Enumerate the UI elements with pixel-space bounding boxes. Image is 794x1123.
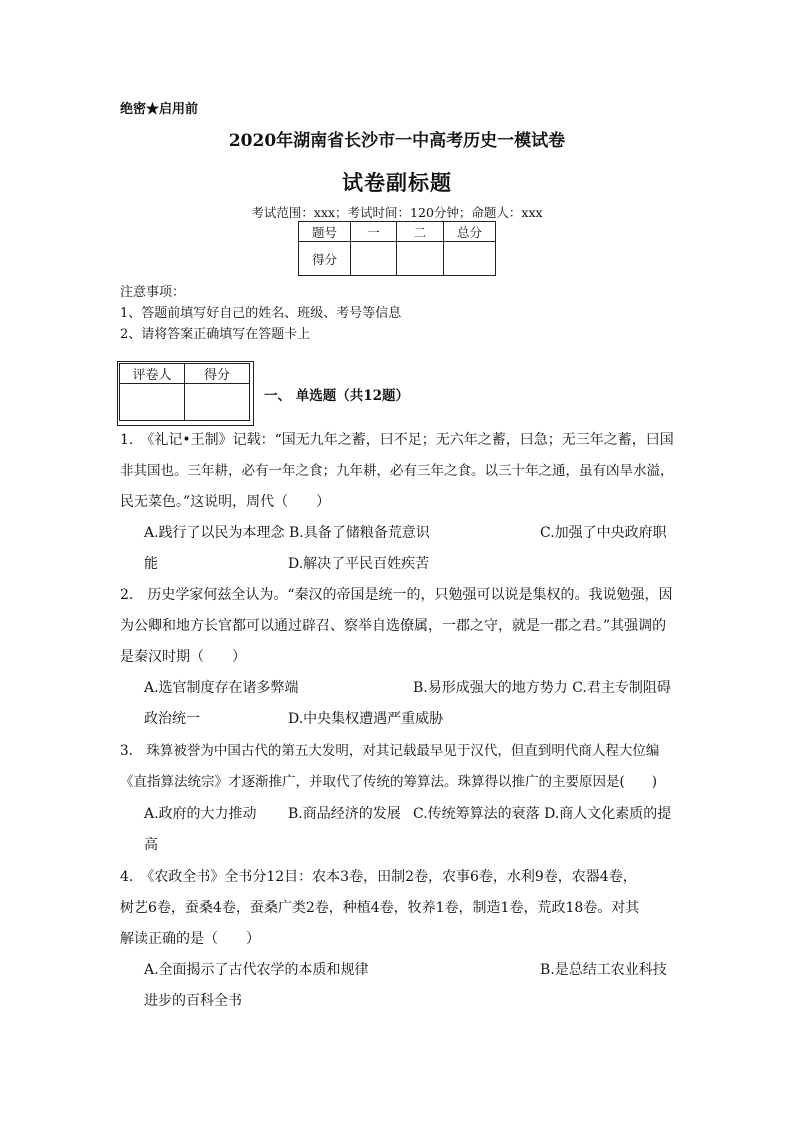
option-line: A.践行了以民为本理念 B.具备了储粮备荒意识 [144, 525, 430, 541]
confidential-mark: 绝密★启用前 [120, 102, 199, 117]
grader-table [119, 363, 250, 421]
question-line: 是秦汉时期（ ） [120, 649, 246, 665]
question-1 [120, 425, 676, 518]
question-line: 4. 《农政全书》全书分12目：农本3卷，田制2卷，农事6卷，水利9卷，农器4卷， [120, 869, 637, 885]
question-line: 民无菜色。”这说明，周代（ ） [120, 494, 331, 510]
question-line: 3. 珠算被誉为中国古代的第五大发明，对其记载最早见于汉代，但直到明代商人程大位编 [120, 743, 660, 759]
option-line: 政治统一 [144, 711, 200, 727]
question-line: 为公卿和地方长官都可以通过辟召、察举自选僚属，一郡之守，就是一郡之君。”其强调的 [120, 618, 667, 634]
question-4 [120, 862, 676, 955]
grader-header-cell: 得分 [185, 364, 250, 384]
question-line: 非其国也。三年耕，必有一年之食；九年耕，必有三年之食。以三十年之通，虽有凶旱水溢， [120, 463, 674, 479]
question-2 [120, 580, 676, 673]
score-input-cell[interactable] [444, 242, 496, 276]
score-input-cell[interactable] [351, 242, 397, 276]
option-line: C.加强了中央政府职 [540, 525, 667, 541]
notes-item: 2、请将答案正确填写在答题卡上 [120, 327, 311, 342]
option-line: A.政府的大力推动 [144, 806, 257, 822]
option-line: D.解决了平民百姓疾苦 [288, 556, 430, 572]
score-header-cell: 题号 [299, 222, 351, 242]
option-line: A.选官制度存在诸多弊端 [144, 680, 299, 696]
score-header-cell: 二 [397, 222, 444, 242]
grader-input-cell[interactable] [120, 384, 185, 421]
exam-title: 2020年湖南省长沙市一中高考历史一模试卷 [228, 131, 566, 151]
score-table [298, 221, 496, 276]
option-line: C.传统筹算法的衰落 D.商人文化素质的提 [413, 806, 672, 822]
grader-header-cell: 评卷人 [120, 364, 185, 384]
option-line: A.全面揭示了古代农学的本质和规律 [144, 962, 369, 978]
notes-block [120, 282, 401, 345]
score-header-cell: 总分 [444, 222, 496, 242]
question-line: 《直指算法统宗》才逐渐推广，并取代了传统的筹算法。珠算得以推广的主要原因是( ) [120, 774, 658, 790]
question-line: 2. 历史学家何兹全认为。“秦汉的帝国是统一的，只勉强可以说是集权的。我说勉强，因 [120, 587, 673, 603]
notes-heading: 注意事项： [120, 285, 186, 300]
option-line: B.商品经济的发展 [288, 806, 401, 822]
grader-input-cell[interactable] [185, 384, 250, 421]
notes-item: 1、答题前填写好自己的姓名、班级、考号等信息 [120, 306, 402, 321]
question-line: 树艺6卷，蚕桑4卷，蚕桑广类2卷，种植4卷，牧养1卷，制造1卷，荒政18卷。对其 [120, 900, 640, 916]
option-line: 高 [144, 837, 158, 853]
score-row-label: 得分 [299, 242, 351, 276]
option-line: D.中央集权遭遇严重威胁 [288, 711, 444, 727]
exam-subtitle: 试卷副标题 [342, 170, 452, 195]
option-line: B.易形成强大的地方势力 C.君主专制阻碍 [413, 680, 671, 696]
option-line: 进步的百科全书 [144, 993, 242, 1009]
score-header-cell: 一 [351, 222, 397, 242]
score-input-cell[interactable] [397, 242, 444, 276]
option-line: 能 [144, 556, 158, 572]
question-3 [120, 736, 676, 798]
option-line: B.是总结工农业科技 [540, 962, 667, 978]
question-line: 解读正确的是（ ） [120, 931, 260, 947]
exam-info: 考试范围：xxx；考试时间：120分钟；命题人：xxx [251, 205, 543, 220]
section-title: 一、 单选题（共12题） [264, 388, 409, 404]
question-line: 1. 《礼记•王制》记载：“国无九年之蓄，曰不足；无六年之蓄，曰急；无三年之蓄，曰国 [120, 432, 674, 448]
